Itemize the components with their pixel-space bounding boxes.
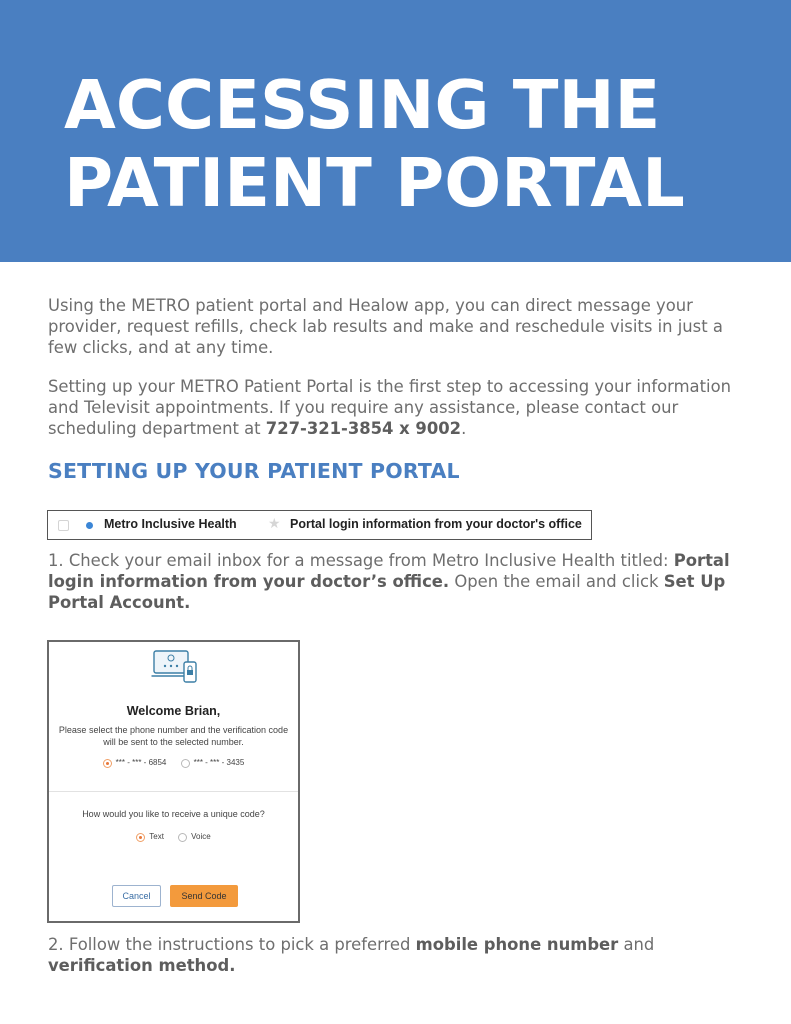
laptop-lock-icon (151, 648, 199, 686)
star-icon: ★ (268, 515, 281, 531)
step-1-email-title: Portal login information from your doctor’s office. (48, 551, 730, 591)
divider (49, 791, 298, 792)
email-inbox-row (47, 510, 592, 540)
step-2-phone-bold: mobile phone number (415, 935, 619, 954)
step-2-instruction (48, 934, 748, 976)
page-title-line-2: PATIENT PORTAL (64, 144, 685, 222)
intro-paragraph-1: Using the METRO patient portal and Healow app, you can direct message your provider, request refills, check lab results and make and reschedule visits in just a few clicks, and at any time. (48, 296, 723, 357)
welcome-heading: Welcome Brian, (126, 704, 221, 718)
unread-dot-icon (86, 522, 93, 529)
page-title (64, 66, 685, 222)
radio-selected-icon[interactable] (103, 759, 112, 768)
verification-screenshot (47, 640, 300, 923)
method-option-text[interactable] (136, 832, 164, 841)
radio-icon[interactable] (181, 759, 190, 768)
intro-paragraph-2 (48, 376, 748, 439)
page-title-line-1: ACCESSING THE (64, 66, 661, 144)
step-1-action: Set Up Portal Account. (48, 572, 726, 612)
step-2-prefix: 2. Follow the instructions to pick a preferred (48, 935, 416, 954)
step-1-prefix: 1. Check your email inbox for a message from Metro Inclusive Health titled: (48, 551, 674, 570)
delivery-method-question: How would you like to receive a unique code? (82, 809, 265, 819)
phone-option-2[interactable] (181, 758, 245, 767)
intro-paragraph-2-text: Setting up your METRO Patient Portal is the first step to accessing your information and Televisit appointments. If you require any assistance, please contact our scheduling department at (48, 377, 731, 438)
section-heading: SETTING UP YOUR PATIENT PORTAL (48, 459, 460, 483)
method-option-text-label: Text (149, 832, 164, 842)
step-2-middle: and (618, 935, 655, 954)
email-sender: Metro Inclusive Health (104, 517, 237, 531)
email-subject: Portal login information from your doctor's office (290, 517, 582, 531)
phone-option-2-label: *** - *** - 3435 (193, 758, 245, 768)
radio-icon[interactable] (178, 833, 187, 842)
method-option-voice[interactable] (178, 832, 211, 841)
step-1-middle: Open the email and click (449, 572, 664, 591)
cancel-button[interactable]: Cancel (112, 885, 161, 907)
step-1-instruction (48, 550, 748, 613)
step-2-method-bold: verification method. (48, 956, 236, 975)
phone-number-options (49, 758, 298, 768)
phone-option-1-label: *** - *** - 6854 (115, 758, 167, 768)
radio-selected-icon[interactable] (136, 833, 145, 842)
checkbox-icon (58, 520, 69, 531)
title-banner (0, 0, 791, 262)
scheduling-phone-number: 727-321-3854 x 9002 (265, 419, 462, 438)
method-option-voice-label: Voice (191, 832, 211, 842)
intro-paragraph-2-end: . (461, 419, 467, 438)
delivery-method-options (49, 832, 298, 842)
send-code-button[interactable]: Send Code (170, 885, 238, 907)
phone-option-1[interactable] (103, 758, 167, 767)
verification-instructions: Please select the phone number and the verification code will be sent to the selected number. (58, 725, 289, 747)
